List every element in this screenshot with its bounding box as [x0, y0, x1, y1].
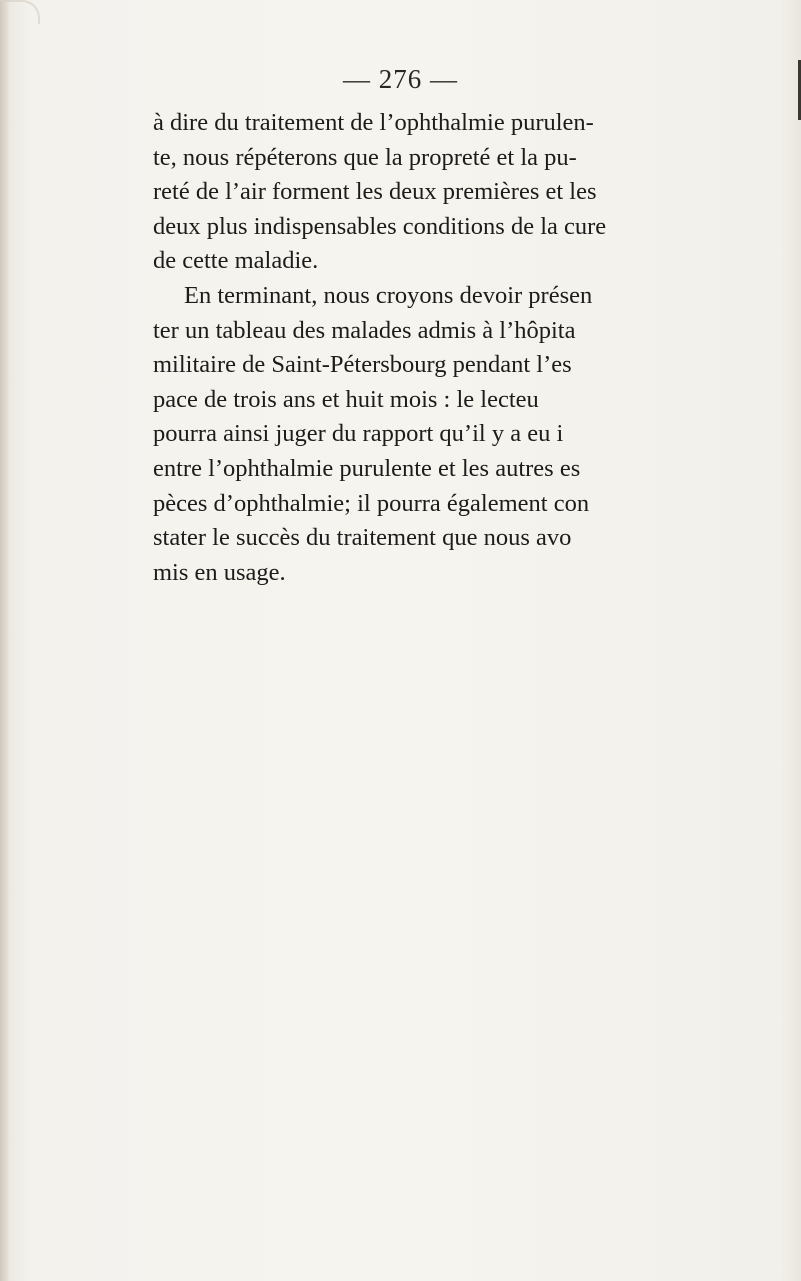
text-line: stater le succès du traitement que nous avo [153, 524, 572, 552]
page-number: — 276 — [343, 64, 458, 94]
text-line: militaire de Saint-Pétersbourg pendant l’es [153, 351, 572, 379]
text-line: pèces d’ophthalmie; il pourra également con [153, 489, 590, 517]
text-line: mis en usage. [153, 558, 286, 586]
text-line: pace de trois ans et huit mois : le lecteu [153, 385, 539, 413]
text-line: entre l’ophthalmie purulente et les autres es [153, 454, 581, 482]
text-line: à dire du traitement de l’ophthalmie purulen- [153, 109, 594, 136]
text-line-paragraph-start: En terminant, nous croyons devoir présen [184, 281, 593, 309]
text-line: reté de l’air forment les deux premières et les [153, 178, 597, 206]
text-line: deux plus indispensables conditions de la cure [153, 212, 607, 240]
text-line: de cette maladie. [153, 247, 319, 275]
binding-gutter-shadow [0, 0, 10, 1281]
text-line: ter un tableau des malades admis à l’hôpita [153, 316, 576, 344]
text-line: pourra ainsi juger du rapport qu’il y a eu i [153, 420, 564, 448]
corner-fold-mark [0, 0, 40, 24]
text-line: te, nous répéterons que la propreté et la pu- [153, 143, 577, 171]
body-text [153, 106, 713, 590]
